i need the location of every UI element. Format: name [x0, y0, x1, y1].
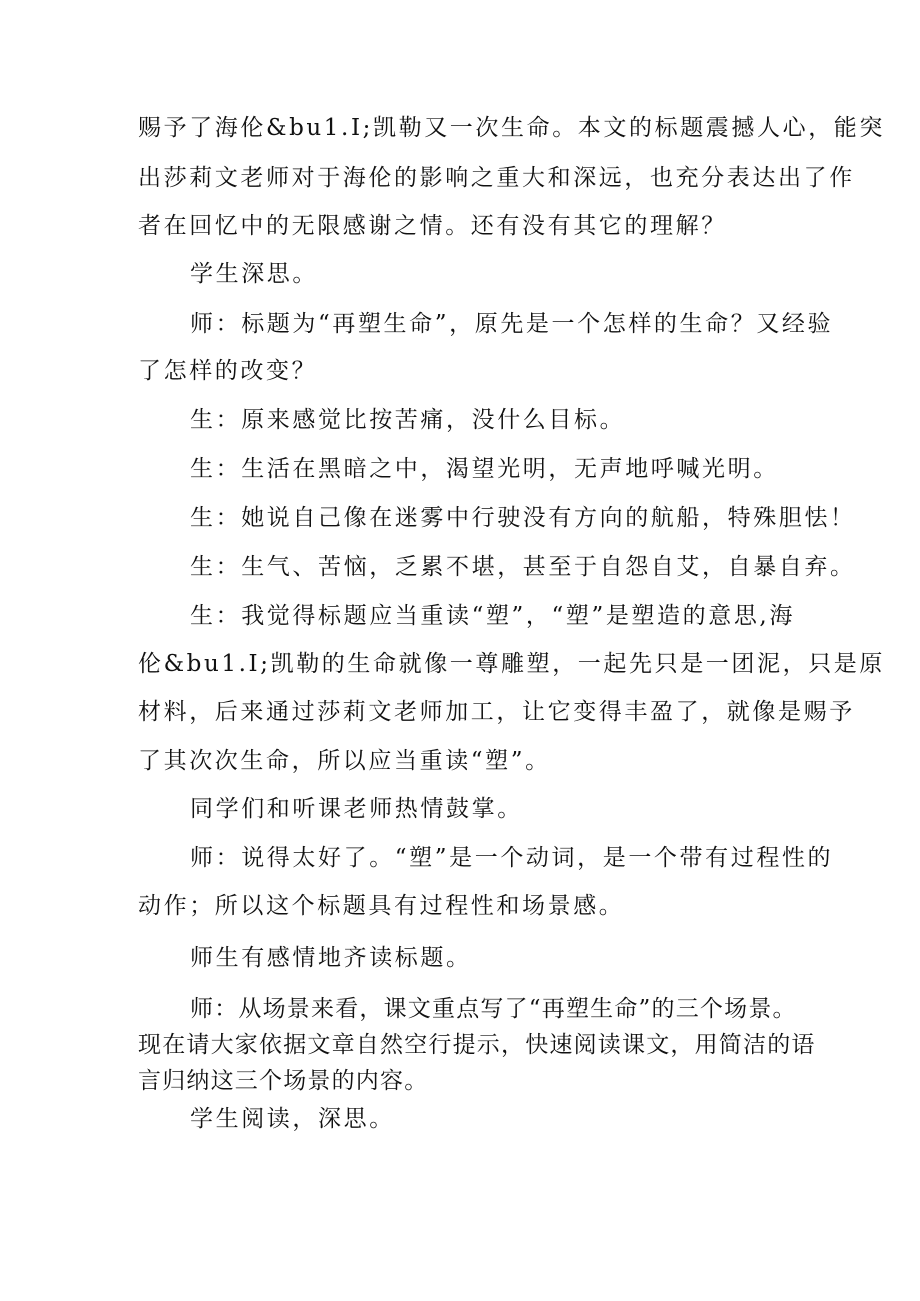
text-line: 现在请大家依据文章自然空行提示，快速阅读课文，用简洁的语 — [138, 1032, 816, 1058]
text-line: 言归纳这三个场景的内容。 — [138, 1068, 429, 1094]
text-line: 生：我觉得标题应当重读“塑”，“塑”是塑造的意思,海 — [190, 603, 795, 629]
text-line: 师生有感情地齐读标题。 — [190, 945, 472, 971]
text-line: 了其次次生命，所以应当重读“塑”。 — [138, 748, 551, 774]
text-line: 动作；所以这个标题具有过程性和场景感。 — [138, 893, 625, 919]
text-line: 师：说得太好了。“塑”是一个动词，是一个带有过程性的 — [190, 845, 834, 871]
text-line: 学生深思。 — [190, 261, 318, 287]
text-line: 伦&bu1.I;凯勒的生命就像一尊雕塑，一起先只是一团泥，只是原 — [138, 651, 885, 677]
text-line: 生：原来感觉比按苦痛，没什么目标。 — [190, 407, 626, 433]
text-line: 师：从场景来看，课文重点写了“再塑生命”的三个场景。 — [190, 996, 797, 1022]
text-line: 生：生活在黑暗之中，渴望光明，无声地呼喊光明。 — [190, 456, 779, 482]
text-line: 生：她说自己像在迷雾中行驶没有方向的航船，特殊胆怯！ — [190, 505, 856, 531]
text-line: 同学们和听课老师热情鼓掌。 — [190, 796, 523, 822]
text-line: 师：标题为“再塑生命”，原先是一个怎样的生命？又经验 — [190, 311, 834, 337]
text-line: 了怎样的改变？ — [138, 358, 318, 384]
text-line: 赐予了海伦&bu1.I;凯勒又一次生命。本文的标题震撼人心，能突 — [138, 115, 885, 141]
text-line: 学生阅读，深思。 — [190, 1106, 395, 1132]
text-line: 者在回忆中的无限感谢之情。还有没有其它的理解？ — [138, 213, 727, 239]
text-line: 生：生气、苦恼，乏累不堪，甚至于自怨自艾，自暴自弃。 — [190, 554, 856, 580]
text-line: 材料，后来通过莎莉文老师加工，让它变得丰盈了，就像是赐予 — [138, 699, 855, 725]
text-line: 出莎莉文老师对于海伦的影响之重大和深远，也充分表达出了作 — [138, 165, 855, 191]
